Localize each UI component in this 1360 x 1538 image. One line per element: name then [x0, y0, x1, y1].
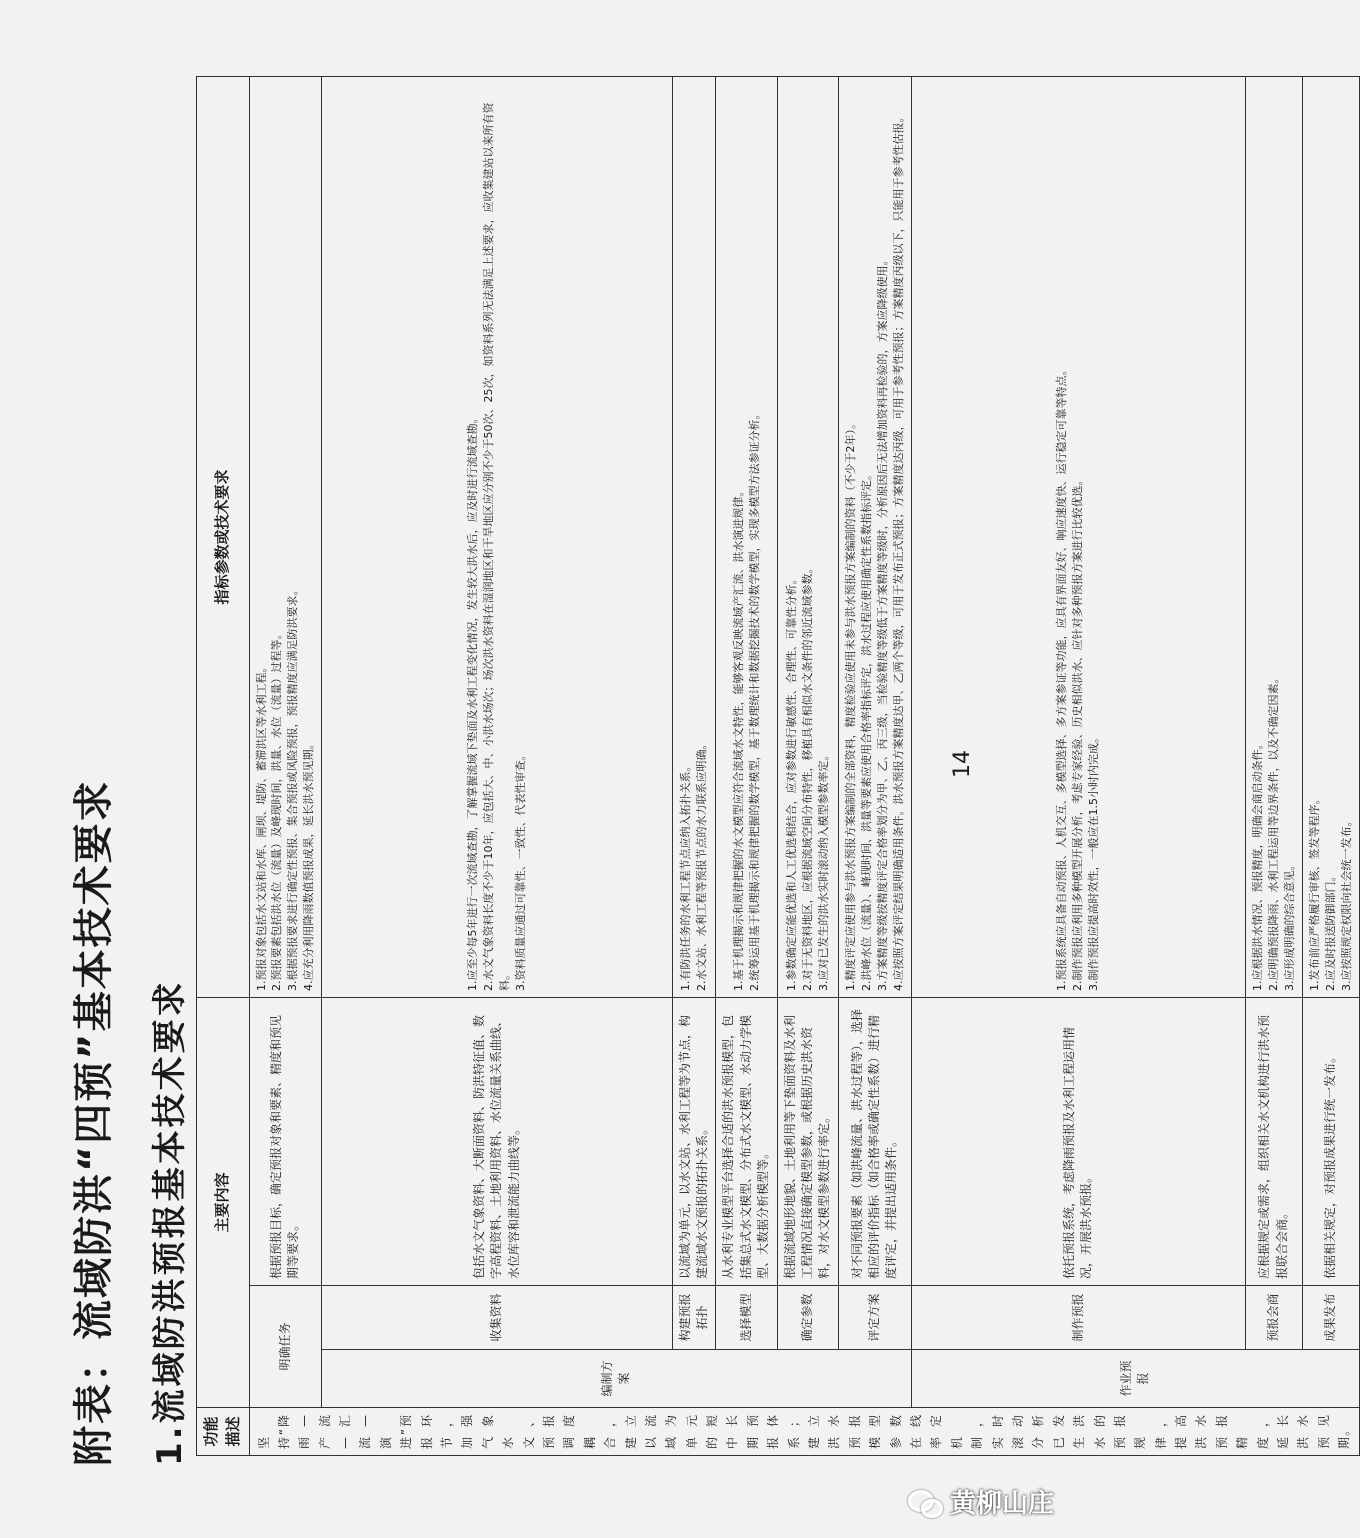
row-group: 编制方案	[322, 1350, 911, 1408]
row-content: 依托预报系统，考虑降雨预报及水利工程运用情况，开展洪水预报。	[911, 997, 1245, 1285]
header-requirements: 指标参数或技术要求	[197, 76, 250, 997]
row-content: 以流域为单元，以水文站、水利工程等为节点，构建流域水文预报的拓扑关系。	[672, 997, 716, 1285]
requirement-item: 1.精度评定应使用参与洪水预报方案编制的全部资料，精度检验应使用未参与洪水预报方案编制的资料（不少于2年）。	[843, 417, 857, 991]
table-row	[777, 76, 838, 1455]
table-header-row	[197, 76, 250, 1455]
row-requirements	[716, 76, 777, 997]
row-requirements	[1302, 76, 1359, 997]
requirement-item: 3.应对已发生的洪水实时滚动纳入模型参数率定。	[816, 749, 830, 991]
requirement-item: 3.根据预报要求进行确定性预报、集合预报或风险预报，预报精度应满足防洪要求。	[286, 584, 300, 991]
row-content: 包括水文气象资料、大断面资料、防洪特征值、数字高程资料、土地利用资料、水位流量关系曲线、水位库容和泄流能力曲线等。	[322, 997, 672, 1285]
table-row	[716, 76, 777, 1455]
requirement-item: 2.应明确预报降雨、水利工程运用等边界条件，以及不确定因素。	[1266, 672, 1280, 991]
requirement-item: 3.资料质量应通过可靠性、一致性、代表性审查。	[513, 749, 527, 991]
row-content: 从水利专业模型平台选择合适的洪水预报模型，包括集总式水文模型、分布式水文模型、水动力学模型、大数据分析模型等。	[716, 997, 777, 1285]
requirement-item: 2.水文站、水利工程等预报节点的水力联系应明确。	[695, 738, 709, 991]
table-row	[838, 76, 911, 1455]
section-title: 1.流域防洪预报基本技术要求	[150, 979, 190, 1466]
requirement-item: 1.预报对象包括水文站和水库、闸坝、堤防、蓄滞洪区等水利工程。	[254, 661, 268, 991]
row-sub: 评定方案	[838, 1286, 911, 1350]
row-content: 依据相关规定，对预报成果进行统一发布。	[1302, 997, 1359, 1285]
header-content: 主要内容	[197, 997, 250, 1407]
row-content: 根据流域地形地貌、土地利用等下垫面资料及水利工程情况直接确定模型参数，或根据历史洪水资料，对水文模型参数进行率定。	[777, 997, 838, 1285]
row-sub: 成果发布	[1302, 1286, 1359, 1350]
header-function: 功能描述	[197, 1408, 250, 1456]
row-requirements	[672, 76, 716, 997]
row-requirements	[322, 76, 672, 997]
row-sub: 收集资料	[322, 1286, 672, 1350]
row-content: 根据预报目标，确定预报对象和要素、精度和预见期等要求。	[249, 997, 322, 1285]
requirement-item: 1.基于机理揭示和规律把握的水文模型应符合流域水文特性，能够客观反映流域产汇流、洪水演进规律。	[731, 485, 745, 991]
table-row	[322, 76, 672, 1455]
watermark	[908, 1483, 1054, 1520]
row-content: 应根据规定或需求，组织相关水文机构进行洪水预报联合会商。	[1245, 997, 1302, 1285]
requirement-item: 3.制作预报应提高时效性，一般应在1.5小时内完成。	[1087, 731, 1101, 991]
page-number: 14	[950, 750, 975, 778]
requirement-item: 3.方案精度等级按精度评定合格率划分为甲、乙、丙三级，当检验精度等级低于方案精度等级时，分析原因后无法增加资料再检验的，方案应降级使用。	[875, 254, 889, 991]
requirement-item: 2.对于无资料地区，应根据流域空间分布特性，移植具有相似水文条件的邻近流域参数。	[800, 562, 814, 991]
row-sub: 确定参数	[777, 1286, 838, 1350]
row-sub: 制作预报	[911, 1286, 1245, 1350]
requirement-item: 2.应及时报送防御部门。	[1323, 870, 1337, 991]
requirement-item: 4.应按照方案评定结果明确适用条件。洪水预报方案精度达甲、乙两个等级，可用于发布正式预报；方案精度达丙级，可用于参考性预报；方案精度丙级以下，只能用于参考性估报。	[891, 111, 905, 991]
row-sub: 选择模型	[716, 1286, 777, 1350]
table-row	[1245, 76, 1302, 1455]
table-row	[672, 76, 716, 1455]
requirement-item: 1.预报系统应具备自动预报、人机交互、多模型选择、多方案参证等功能，应具有界面友好、响应速度快、运行稳定可靠等特点。	[1055, 364, 1069, 991]
table-row	[1302, 76, 1359, 1455]
requirement-item: 1.应根据洪水情况、预报精度，明确会商启动条件。	[1250, 738, 1264, 991]
requirement-item: 1.发布前应严格履行审核、签发等程序。	[1307, 793, 1321, 991]
requirement-item: 3.应按照规定权限向社会统一发布。	[1339, 815, 1353, 991]
row-requirements	[777, 76, 838, 997]
wechat-icon	[908, 1488, 942, 1516]
requirement-item: 3.应形成明确的综合意见。	[1282, 859, 1296, 991]
row-sub: 构建预报拓扑	[672, 1286, 716, 1350]
requirement-item: 2.制作预报应利用多种模型开展分析，考虑专家经验、历史相似洪水、应针对多种预报方案进行比较优选。	[1071, 474, 1085, 991]
row-content: 对不同预报要素（如洪峰流量、洪水过程等），选择相应的评价指标（如合格率或确定性系数）进行精度评定，并提出适用条件。	[838, 997, 911, 1285]
row-group: 明确任务	[249, 1286, 322, 1408]
row-sub: 预报会商	[1245, 1286, 1302, 1350]
watermark-text: 黄柳山庄	[949, 1489, 1054, 1519]
row-requirements	[1245, 76, 1302, 997]
row-group: 作业预报	[911, 1350, 1359, 1408]
row-requirements	[911, 76, 1245, 997]
requirement-item: 4.应充分利用降雨数值预报成果，延长洪水预见期。	[302, 738, 316, 991]
requirement-item: 1.参数确定应能优选和人工优选相结合，应对参数进行敏感性、合理性、可靠性分析。	[784, 573, 798, 991]
requirements-table	[196, 76, 1360, 1456]
requirement-item: 1.有防洪任务的水利工程节点应纳入拓扑关系。	[679, 760, 693, 991]
function-description: 坚持“降雨—产流—汇流—演进”预报环节，加强气象水文、预报调度耦合，建立以流域为单元的短中长期预报体系；建立洪水预报模型参数在线率定机制，实时滚动分析已发生洪水的预报规律，提高洪水预报精度，延长洪水预见期。	[249, 1408, 1359, 1456]
table-row	[249, 76, 322, 1455]
requirement-item: 2.洪峰水位（流量）、峰现时间、洪量等要素应使用合格率指标评定，洪水过程应使用确定性系数指标评定。	[859, 468, 873, 991]
requirement-item: 2.统筹运用基于机理揭示和规律把握的数学模型，基于数理统计和数据挖掘技术的数学模型，实现多模型方法参证分析。	[747, 408, 761, 991]
row-requirements	[249, 76, 322, 997]
requirement-item: 2.水文气象资料长度不少于10年，应包括大、中、小洪水场次；场次洪水资料在湿润地区和干旱地区应分别不少于50次、25次，如资料系列无法满足上述要求，应收集建站以来所有资料。	[482, 102, 511, 991]
page-title: 附表：流域防洪“四预”基本技术要求	[71, 779, 117, 1466]
row-requirements	[838, 76, 911, 997]
requirement-item: 1.应至少每5年进行一次流域查勘，了解掌握流域下垫面及水利工程变化情况，发生较大洪水后，应及时进行流域查勘。	[466, 412, 480, 991]
requirement-item: 2.预报要素包括洪水位（流量）及峰现时间，洪量、水位（流量）过程等。	[270, 628, 284, 991]
